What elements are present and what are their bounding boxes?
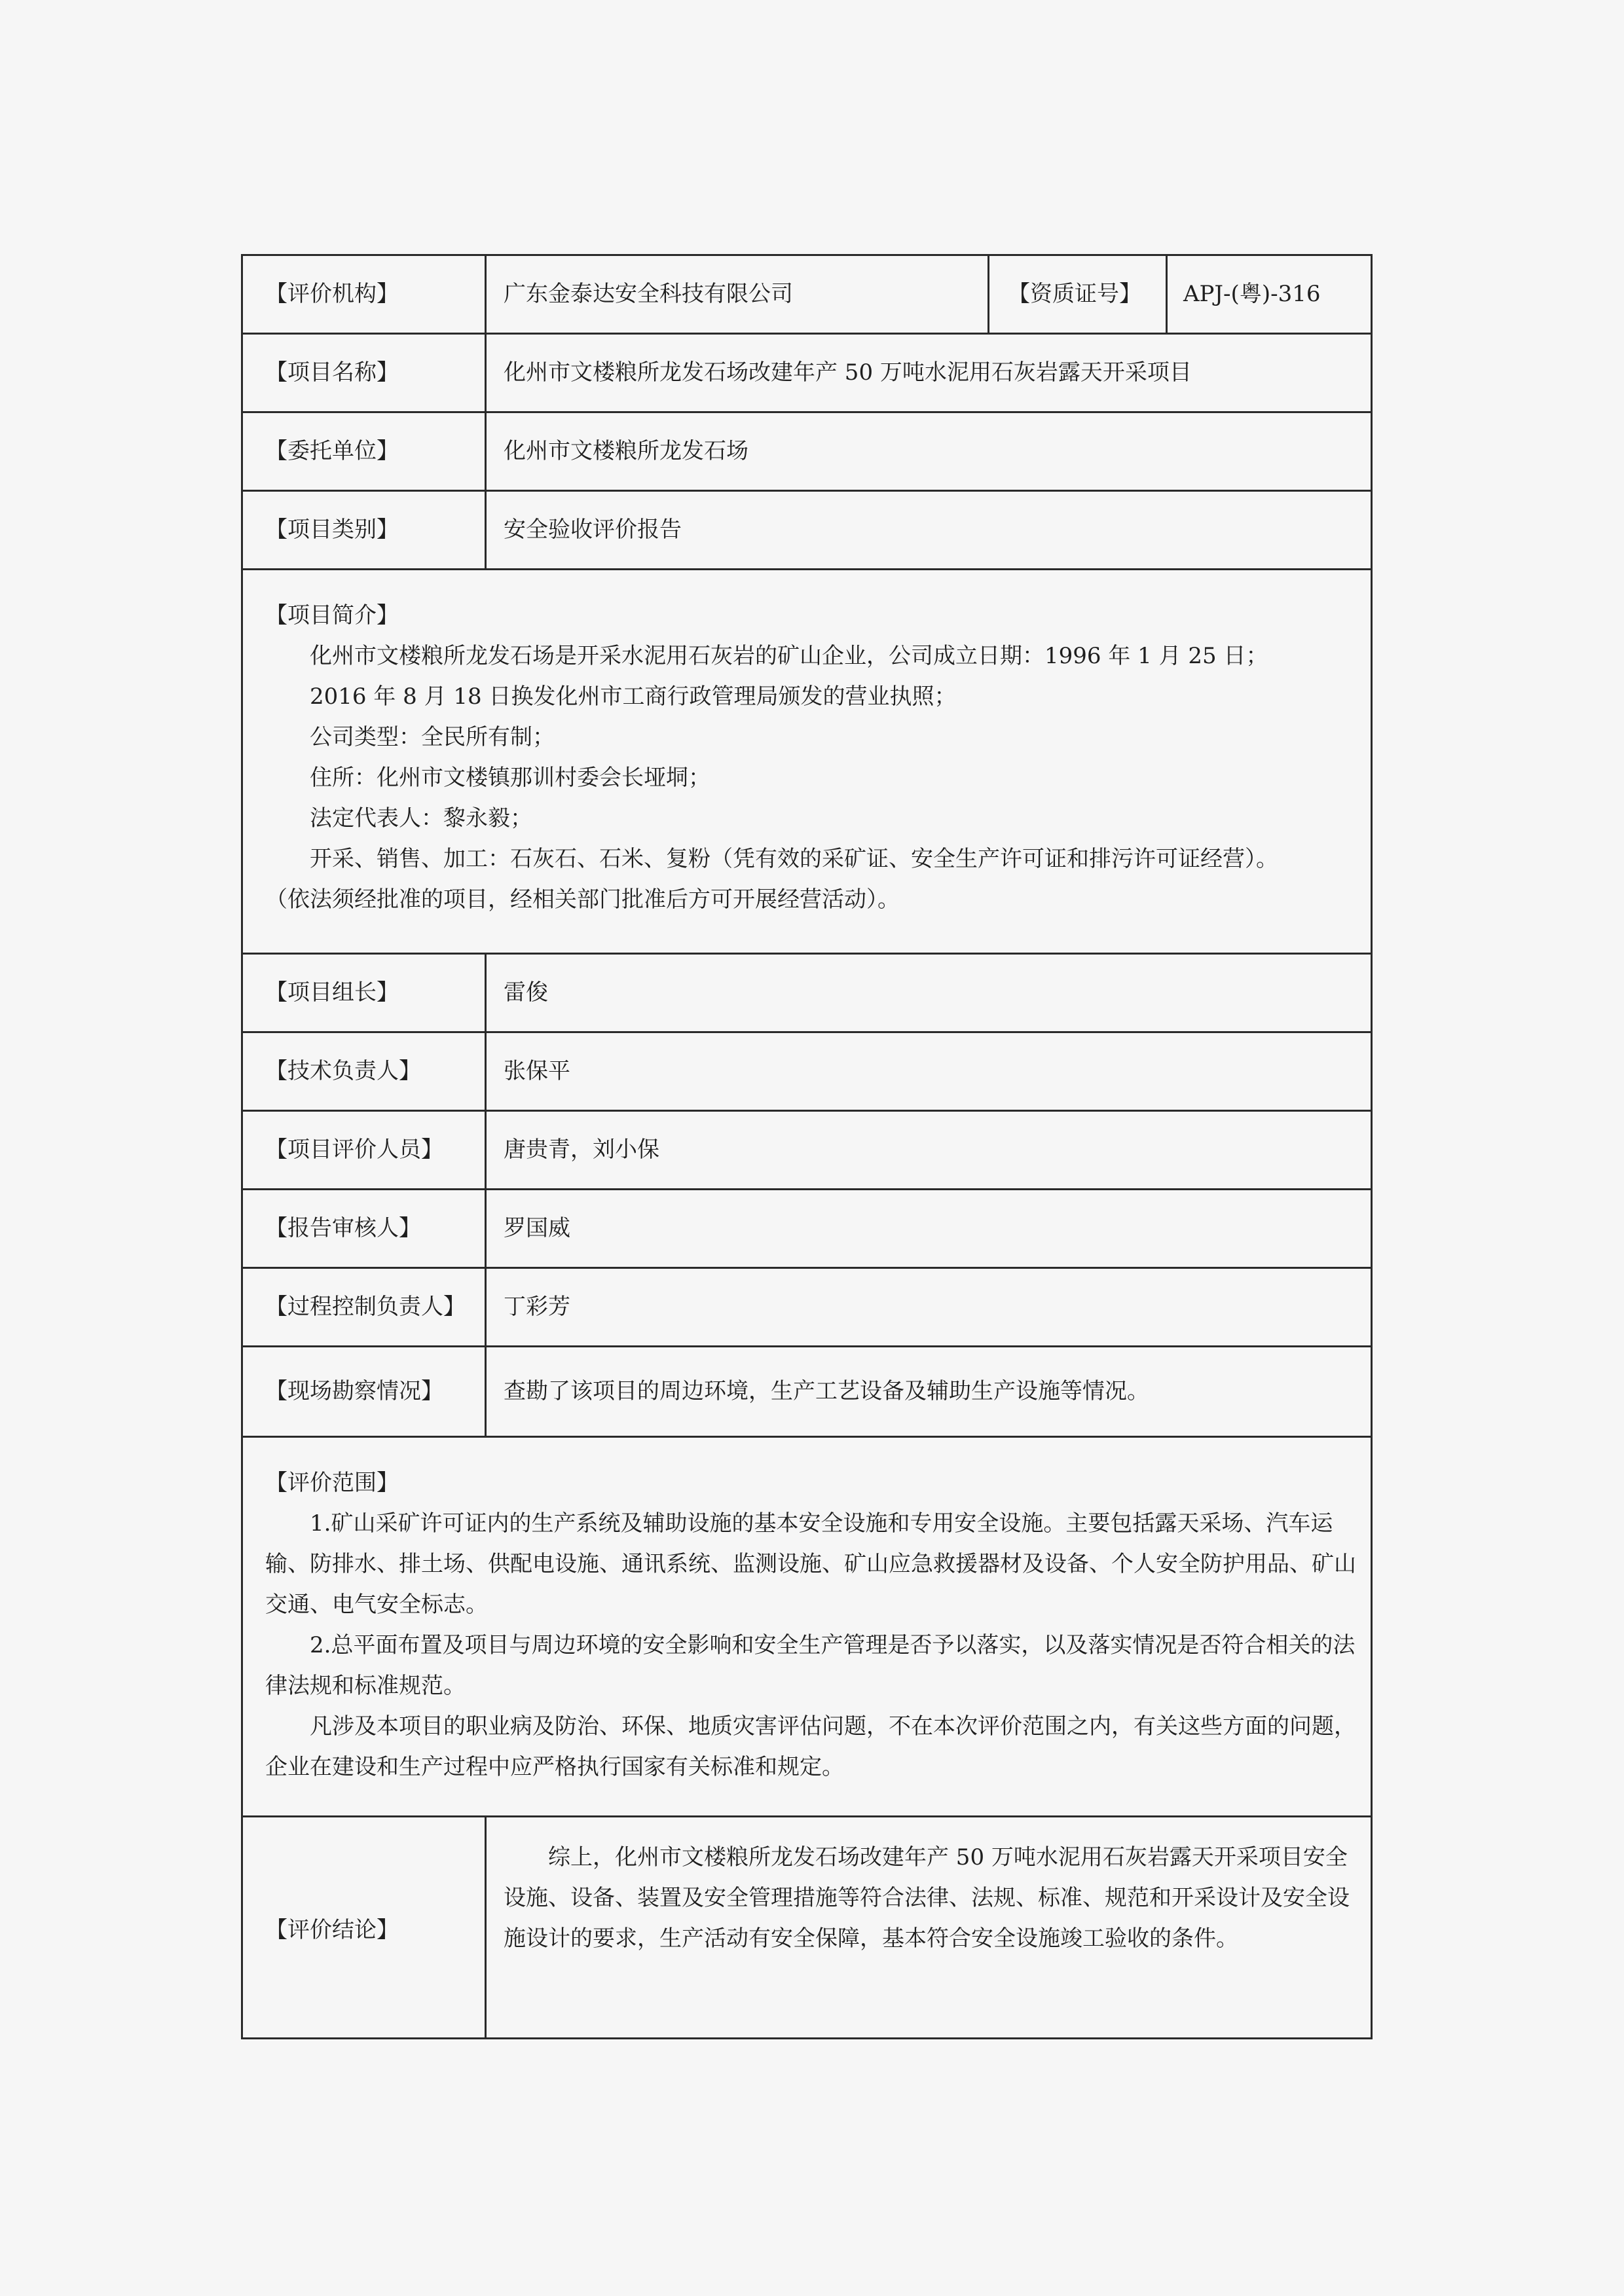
intro-line: 开采、销售、加工：石灰石、石米、复粉（凭有效的采矿证、安全生产许可证和排污许可证经营）。 — [310, 846, 1278, 872]
conclusion-row — [243, 1817, 1371, 2037]
site-survey-value: 查勘了该项目的周边环境，生产工艺设备及辅助生产设施等情况。 — [504, 1377, 1149, 1404]
intro-line: 化州市文楼粮所龙发石场是开采水泥用石灰岩的矿山企业，公司成立日期：1996 年 1 月 25 日； — [310, 643, 1268, 669]
client-label: 【委托单位】 — [243, 413, 487, 490]
team-leader-label: 【项目组长】 — [243, 955, 487, 1031]
intro-title: 【项目简介】 — [265, 602, 399, 629]
conclusion-text: 综上，化州市文楼粮所龙发石场改建年产 50 万吨水泥用石灰岩露天开采项目安全设施、设备、装置及安全管理措施等符合法律、法规、标准、规范和开采设计及安全设施设计的要求，生产活动有安全保障，基本符合安全设施竣工验收的条件。 — [504, 1844, 1350, 1952]
evaluation-info-table — [241, 254, 1373, 2039]
site-survey-label: 【现场勘察情况】 — [243, 1347, 487, 1436]
process-control-label: 【过程控制负责人】 — [243, 1269, 487, 1345]
cert-label: 【资质证号】 — [989, 256, 1168, 333]
people-row — [243, 1347, 1371, 1438]
evaluators-value: 唐贵青，刘小保 — [504, 1136, 659, 1163]
conclusion-label: 【评价结论】 — [243, 1817, 487, 2037]
org-row — [243, 256, 1371, 335]
org-label: 【评价机构】 — [243, 256, 487, 333]
tech-lead-label: 【技术负责人】 — [243, 1033, 487, 1110]
people-row — [243, 1190, 1371, 1269]
evaluators-label: 【项目评价人员】 — [243, 1112, 487, 1188]
tech-lead-value: 张保平 — [504, 1057, 570, 1084]
client-row — [243, 413, 1371, 492]
project-name-row — [243, 335, 1371, 413]
people-row — [243, 1033, 1371, 1112]
intro-line: 公司类型：全民所有制； — [310, 724, 555, 750]
reviewer-label: 【报告审核人】 — [243, 1190, 487, 1267]
category-label: 【项目类别】 — [243, 492, 487, 568]
project-name-label: 【项目名称】 — [243, 335, 487, 411]
category-value: 安全验收评价报告 — [504, 516, 682, 543]
people-row — [243, 1112, 1371, 1190]
people-row — [243, 955, 1371, 1033]
scope-paragraph: 1.矿山采矿许可证内的生产系统及辅助设施的基本安全设施和专用安全设施。主要包括露天采场、汽车运输、防排水、排土场、供配电设施、通讯系统、监测设施、矿山应急救援器材及设备、个人安全防护用品、矿山交通、电气安全标志。 — [265, 1510, 1356, 1618]
cert-value: APJ-(粤)-316 — [1183, 280, 1321, 307]
category-row — [243, 492, 1371, 570]
project-name-value: 化州市文楼粮所龙发石场改建年产 50 万吨水泥用石灰岩露天开采项目 — [504, 359, 1192, 386]
project-intro-section — [243, 570, 1371, 955]
team-leader-value: 雷俊 — [504, 979, 548, 1006]
intro-line: 住所：化州市文楼镇那训村委会长垭垌； — [310, 765, 710, 791]
intro-line: 法定代表人：黎永毅； — [310, 805, 532, 831]
reviewer-value: 罗国威 — [504, 1214, 570, 1241]
scope-paragraph: 2.总平面布置及项目与周边环境的安全影响和安全生产管理是否予以落实，以及落实情况是否符合相关的法律法规和标准规范。 — [265, 1632, 1356, 1699]
process-control-value: 丁彩芳 — [504, 1293, 570, 1320]
org-value: 广东金泰达安全科技有限公司 — [487, 256, 989, 333]
scope-paragraph: 凡涉及本项目的职业病及防治、环保、地质灾害评估问题，不在本次评价范围之内，有关这些方面的问题，企业在建设和生产过程中应严格执行国家有关标准和规定。 — [265, 1713, 1356, 1780]
client-value: 化州市文楼粮所龙发石场 — [504, 437, 748, 464]
conclusion-text-block — [487, 1817, 1371, 2037]
evaluation-scope-section — [243, 1438, 1371, 1817]
intro-line: （依法须经批准的项目，经相关部门批准后方可开展经营活动）。 — [265, 886, 900, 913]
scope-title: 【评价范围】 — [265, 1470, 399, 1496]
intro-line: 2016 年 8 月 18 日换发化州市工商行政管理局颁发的营业执照； — [310, 683, 957, 710]
people-row — [243, 1269, 1371, 1347]
